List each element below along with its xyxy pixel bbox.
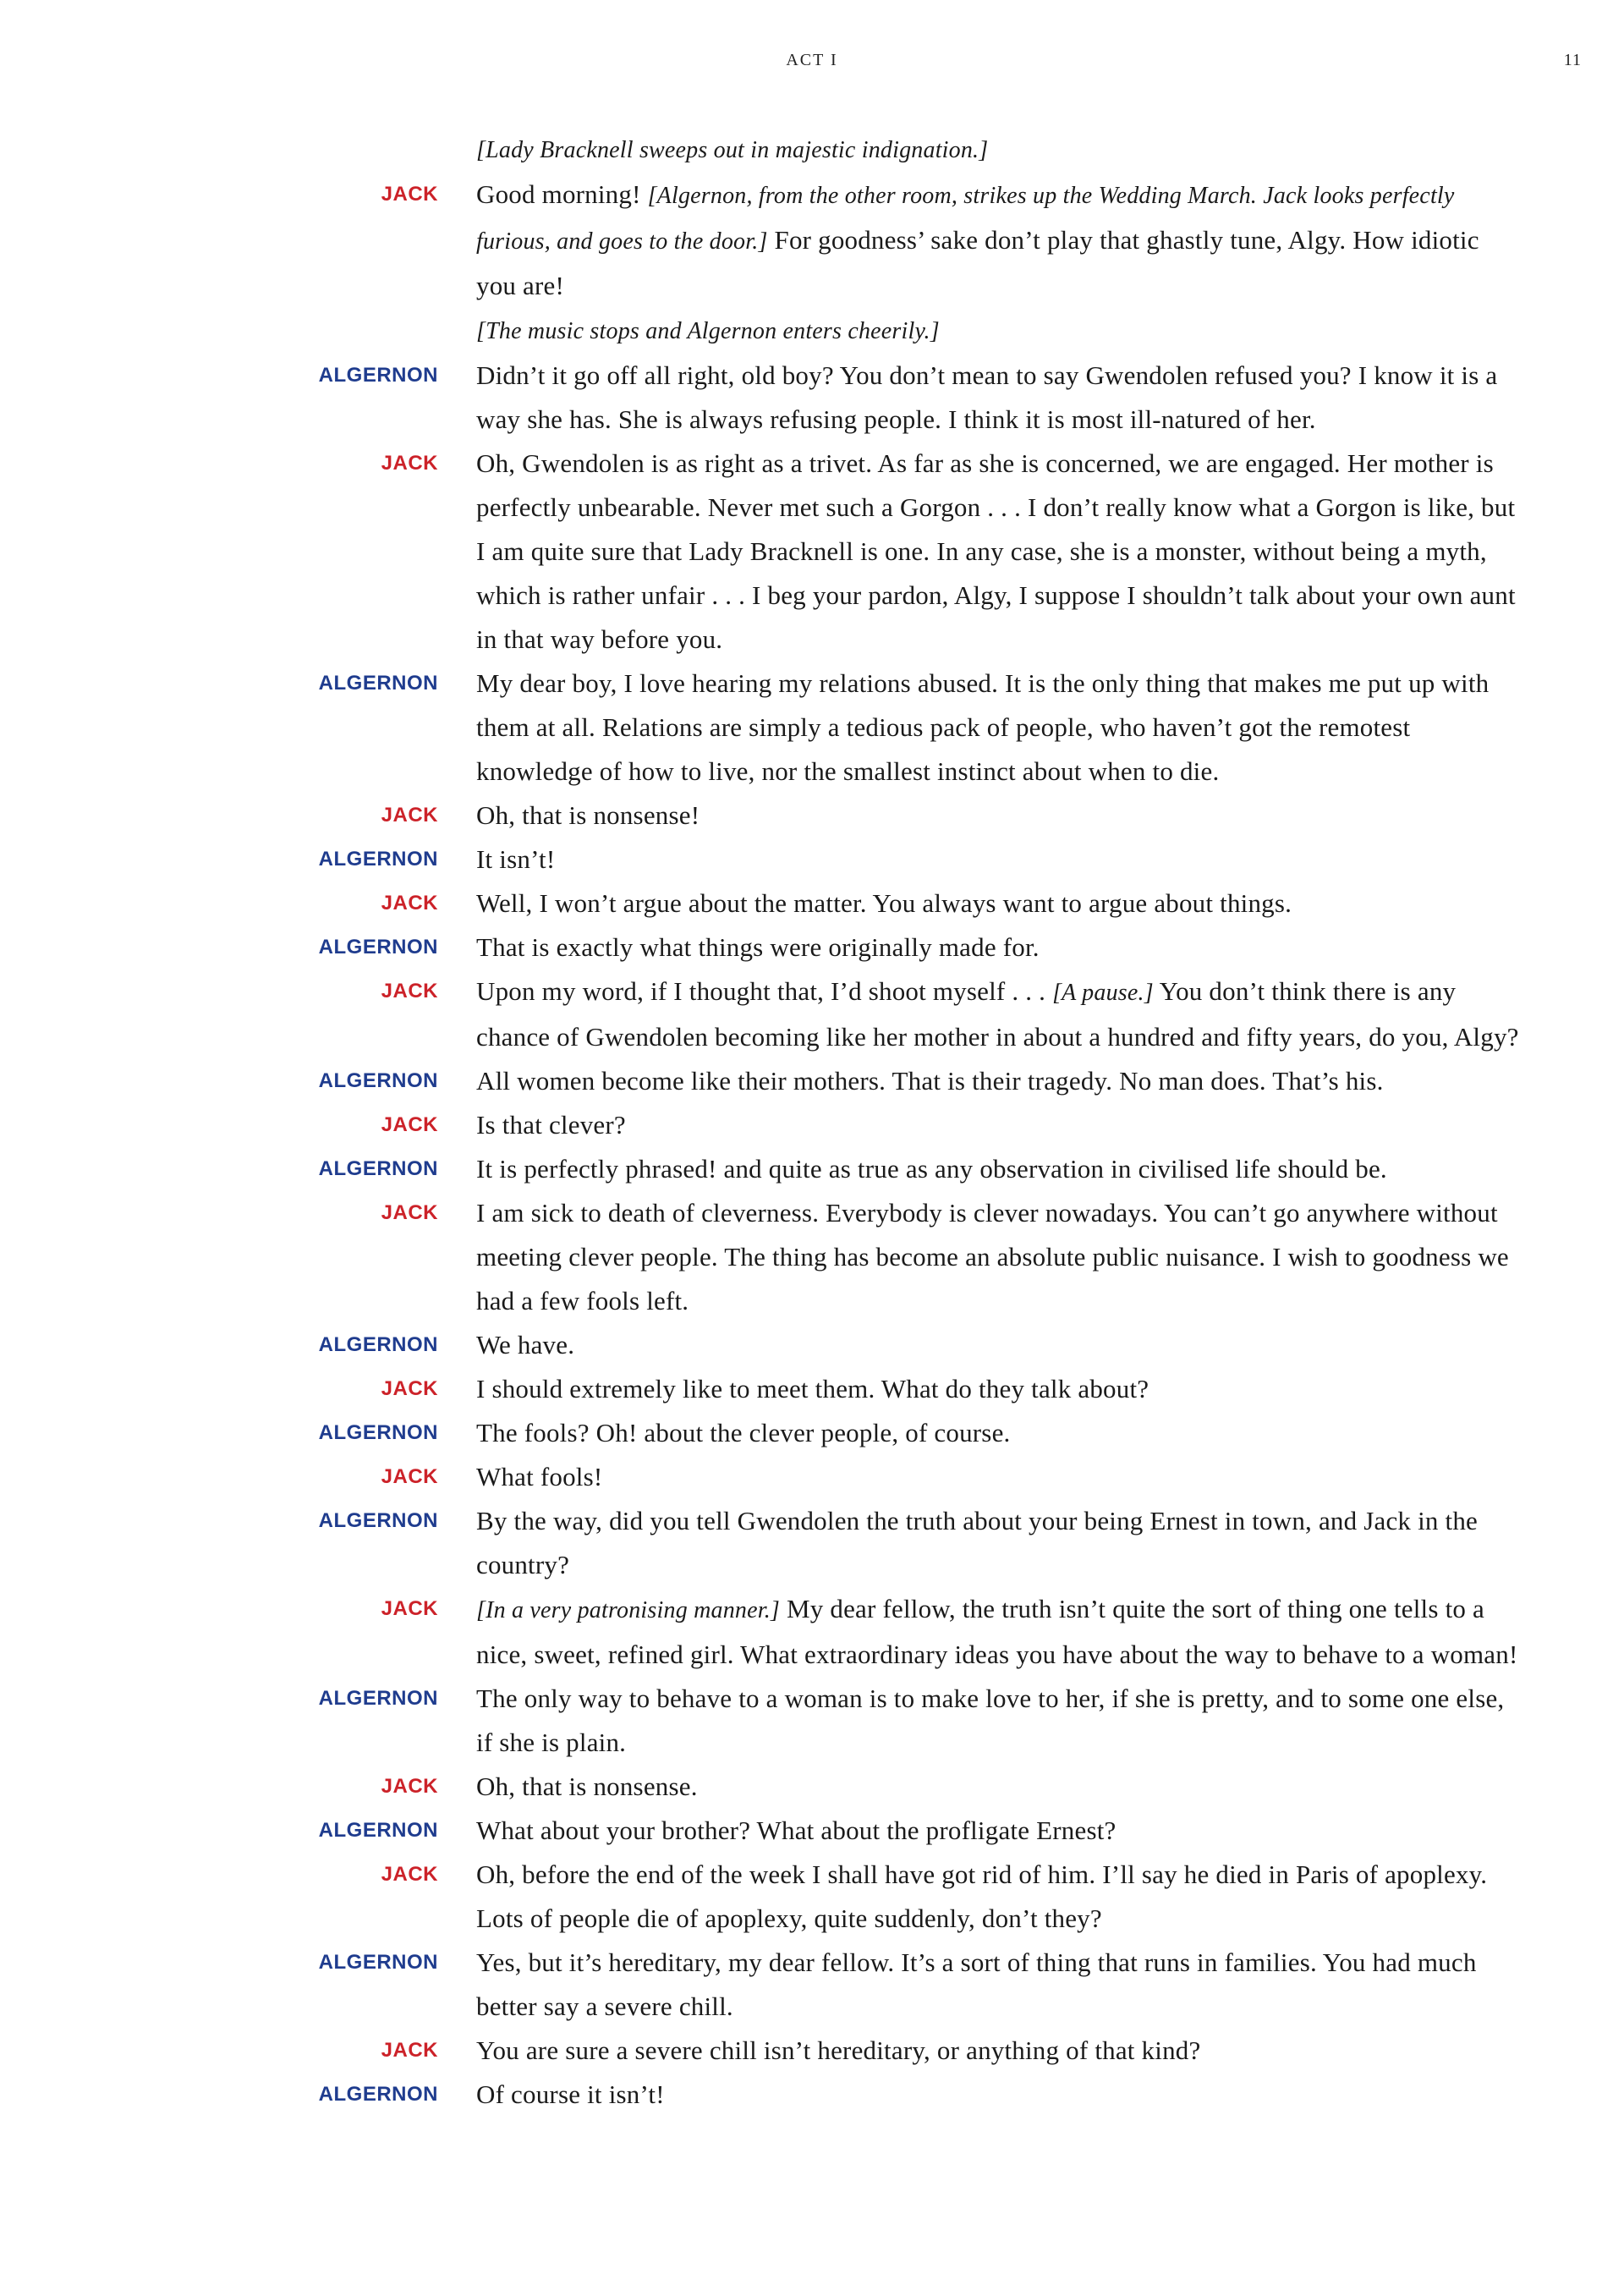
dialogue-line	[318, 1323, 1525, 1367]
speech-text: Oh, before the end of the week I shall have got rid of him. I’ll say he died in Paris of apoplexy. Lots of people die of apoplexy, quite suddenly, don’t they?	[476, 1859, 1488, 1933]
speech-text: Well, I won’t argue about the matter. You always want to argue about things.	[476, 888, 1292, 918]
stage-direction: [Lady Bracknell sweeps out in majestic indignation.]	[476, 137, 989, 163]
running-title: ACT I	[786, 51, 838, 69]
dialogue-line	[318, 1809, 1525, 1853]
speech-text: Oh, Gwendolen is as right as a trivet. As far as she is concerned, we are engaged. Her mother is perfectly unbearable. Never met such a Gorgon . . . I don’t really know what a Gorgon is like, but I am quite sure that Lady Bracknell is one. In any case, she is a monster, without being a myth, which is rather unfair . . . I beg your pardon, Algy, I suppose I shouldn’t talk about your own aunt in that way before you.	[476, 448, 1516, 654]
dialogue-line	[381, 1455, 1525, 1499]
speaker-name: JACK	[381, 1377, 438, 1400]
dialogue-line	[381, 1191, 1525, 1323]
speaker-name: JACK	[381, 1113, 438, 1136]
speech-text: For goodness’ sake don’t play that ghastly tune, Algy. How idiotic you are!	[476, 225, 1479, 300]
speaker-name: JACK	[381, 1465, 438, 1488]
speech-text: What about your brother? What about the profligate Ernest?	[476, 1815, 1116, 1845]
dialogue-line	[381, 1103, 1525, 1147]
speech-text: Of course it isn’t!	[476, 2079, 665, 2109]
speech-text: Upon my word, if I thought that, I’d shoot myself . . .	[476, 976, 1053, 1006]
speech-text: Oh, that is nonsense!	[476, 800, 700, 830]
speech-text: By the way, did you tell Gwendolen the truth about your being Ernest in town, and Jack in the country?	[476, 1506, 1479, 1579]
dialogue-line	[318, 2073, 1525, 2117]
speech-text: That is exactly what things were originally made for.	[476, 932, 1040, 962]
speaker-name: ALGERNON	[318, 1421, 438, 1444]
speech-text: It is perfectly phrased! and quite as true as any observation in civilised life should be.	[476, 1154, 1387, 1184]
stage-direction: [Algernon, from the other room, strikes up the Wedding March. Jack looks perfectly furious, and goes to the door.]	[476, 183, 1455, 255]
dialogue-line	[318, 1411, 1525, 1455]
speech-text: The fools? Oh! about the clever people, of course.	[476, 1418, 1011, 1447]
page-number: 11	[1563, 51, 1582, 69]
stage-direction: [A pause.]	[1052, 980, 1154, 1006]
dialogue-line	[318, 662, 1525, 794]
speaker-name: ALGERNON	[318, 1819, 438, 1842]
speaker-name: ALGERNON	[318, 936, 438, 958]
dialogue-line	[381, 173, 1525, 308]
speaker-name: ALGERNON	[318, 364, 438, 387]
speaker-name: ALGERNON	[318, 848, 438, 871]
dialogue-line	[318, 1147, 1525, 1191]
speaker-name: ALGERNON	[318, 1509, 438, 1532]
speaker-name: JACK	[381, 1201, 438, 1224]
speaker-name: JACK	[381, 1863, 438, 1886]
dialogue-line	[381, 1765, 1525, 1809]
dialogue-line	[318, 926, 1525, 969]
speech-text: The only way to behave to a woman is to make love to her, if she is pretty, and to some one else, if she is plain.	[476, 1684, 1505, 1757]
dialogue-line	[318, 838, 1525, 882]
stage-direction: [The music stops and Algernon enters cheerily.]	[476, 318, 940, 344]
speaker-name: JACK	[381, 804, 438, 827]
stage-direction-line	[476, 308, 1525, 354]
speech-text: Yes, but it’s hereditary, my dear fellow. It’s a sort of thing that runs in families. You had much better say a severe chill.	[476, 1947, 1477, 2021]
speaker-name: JACK	[381, 1597, 438, 1620]
speaker-name: ALGERNON	[318, 1687, 438, 1710]
dialogue-line	[381, 1853, 1525, 1941]
speech-text: You don’t think there is any chance of Gwendolen becoming like her mother in about a hundred and fifty years, do you, Algy?	[476, 976, 1519, 1052]
dialogue-line	[318, 1941, 1525, 2029]
speech-text: I am sick to death of cleverness. Everybody is clever nowadays. You can’t go anywhere without meeting clever people. The thing has become an absolute public nuisance. I wish to goodness we had a few fools left.	[476, 1198, 1509, 1316]
speaker-name: ALGERNON	[318, 1951, 438, 1974]
dialogue-line	[381, 882, 1525, 926]
stage-direction-line	[476, 127, 1525, 173]
speech-text: My dear fellow, the truth isn’t quite the sort of thing one tells to a nice, sweet, refined girl. What extraordinary ideas you have about the way to behave to a woman!	[476, 1594, 1518, 1669]
speech-text: I should extremely like to meet them. What do they talk about?	[476, 1374, 1149, 1403]
speaker-name: JACK	[381, 452, 438, 475]
speech-text: Didn’t it go off all right, old boy? You don’t mean to say Gwendolen refused you? I know it is a way she has. She is always refusing people. I think it is most ill-natured of her.	[476, 360, 1498, 434]
dialogue-line	[381, 969, 1525, 1059]
stage-direction: [In a very patronising manner.]	[476, 1597, 781, 1623]
speaker-name: ALGERNON	[318, 1069, 438, 1092]
speech-text: It isn’t!	[476, 844, 556, 874]
speaker-name: ALGERNON	[318, 2083, 438, 2106]
speaker-name: ALGERNON	[318, 1157, 438, 1180]
speech-text: What fools!	[476, 1462, 603, 1491]
speech-text: All women become like their mothers. That is their tragedy. No man does. That’s his.	[476, 1066, 1384, 1096]
dialogue-line	[381, 442, 1525, 662]
dialogue-line	[318, 1499, 1525, 1587]
speaker-name: JACK	[381, 980, 438, 1002]
dialogue-line	[381, 1587, 1525, 1677]
speech-text: Good morning!	[476, 179, 648, 209]
speech-text: Oh, that is nonsense.	[476, 1771, 698, 1801]
running-head	[0, 51, 1624, 76]
dialogue-line	[318, 354, 1525, 442]
dialogue-line	[381, 794, 1525, 838]
speaker-name: ALGERNON	[318, 1333, 438, 1356]
speech-text: Is that clever?	[476, 1110, 626, 1140]
dialogue-line	[318, 1677, 1525, 1765]
speaker-name: JACK	[381, 892, 438, 915]
speaker-name: JACK	[381, 183, 438, 206]
speech-text: We have.	[476, 1330, 575, 1359]
speech-text: My dear boy, I love hearing my relations abused. It is the only thing that makes me put up with them at all. Relations are simply a tedious pack of people, who haven’t got the remotest knowledge of how to live, nor the smallest instinct about when to die.	[476, 668, 1490, 786]
dialogue-line	[381, 2029, 1525, 2073]
speaker-name: ALGERNON	[318, 672, 438, 695]
script-body	[0, 127, 1624, 2117]
speech-text: You are sure a severe chill isn’t hereditary, or anything of that kind?	[476, 2035, 1201, 2065]
dialogue-line	[381, 1367, 1525, 1411]
speaker-name: JACK	[381, 1775, 438, 1798]
speaker-name: JACK	[381, 2039, 438, 2062]
dialogue-line	[318, 1059, 1525, 1103]
